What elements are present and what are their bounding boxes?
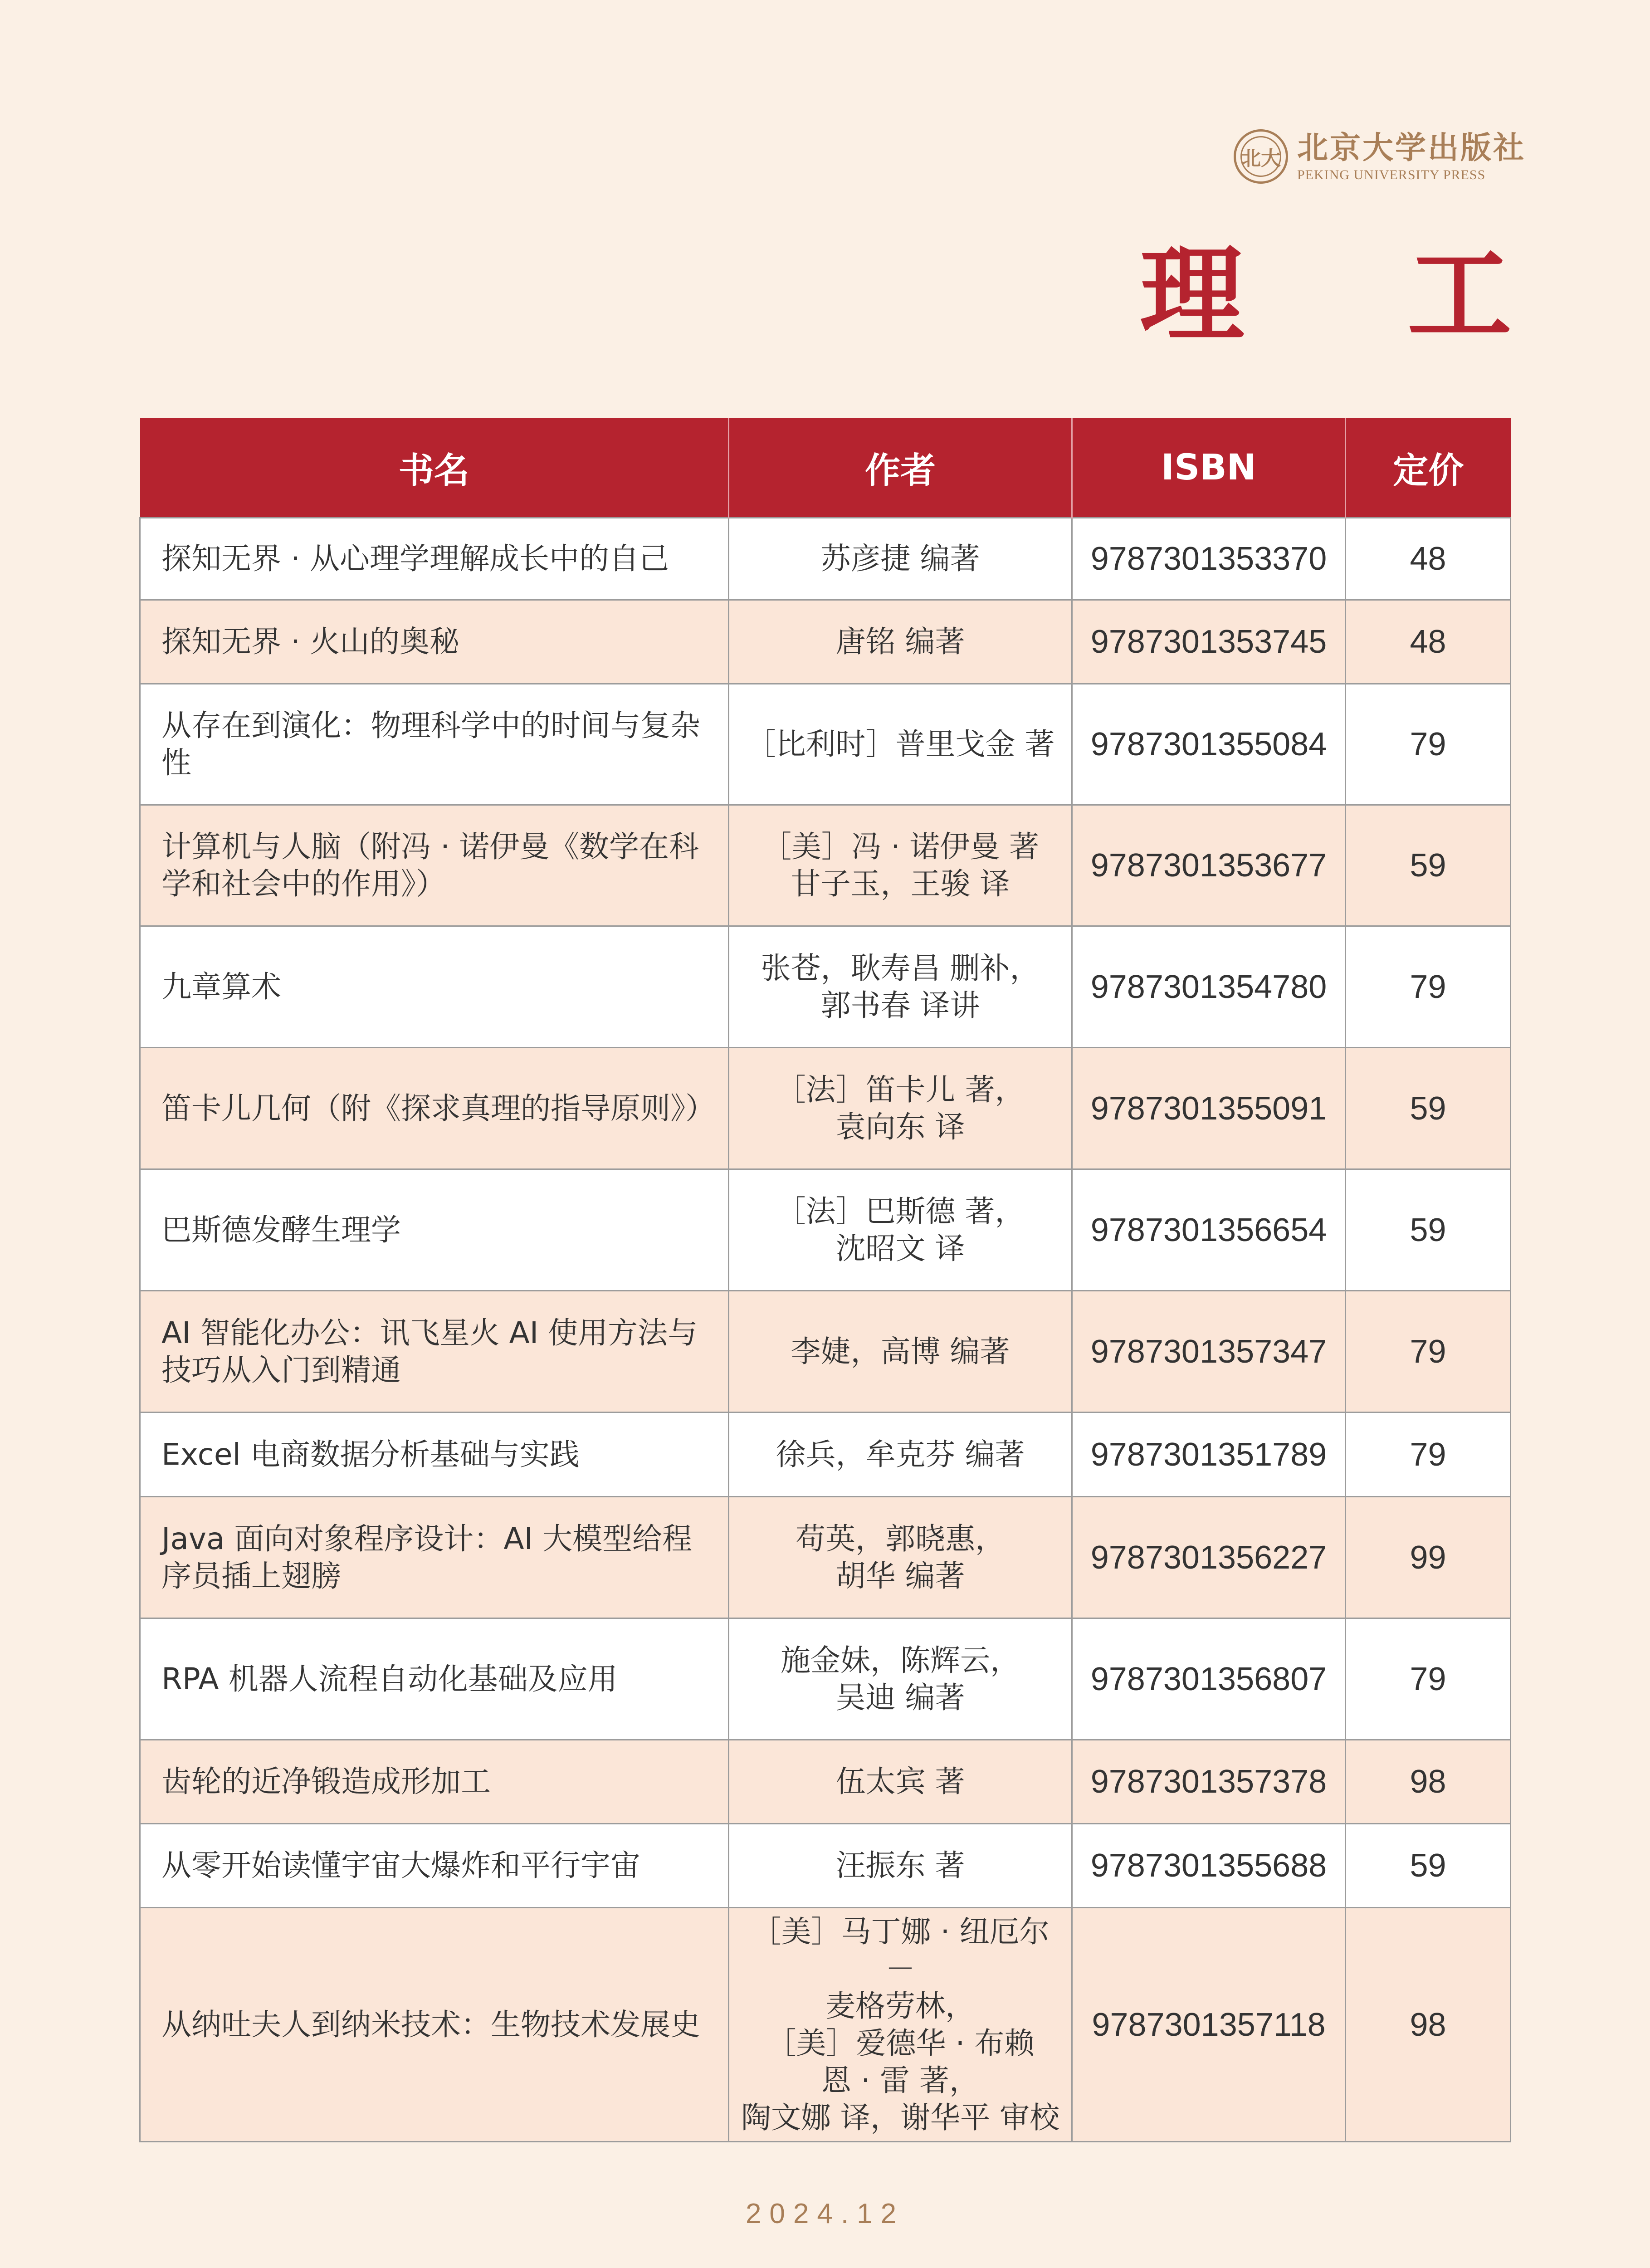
book-price: 79 (1346, 926, 1511, 1048)
table-row (140, 1824, 1511, 1908)
book-author: 汪振东 著 (729, 1824, 1072, 1908)
page-title: 理 工 (1139, 234, 1575, 356)
book-isbn: 9787301356807 (1072, 1618, 1346, 1740)
book-title: AI 智能化办公：讯飞星火 AI 使用方法与技巧从入门到精通 (140, 1291, 729, 1413)
book-price: 79 (1346, 1618, 1511, 1740)
table-header-row (140, 418, 1511, 518)
book-author: ［美］马丁娜 · 纽厄尔－ 麦格劳林， ［美］爱德华 · 布赖 恩 · 雷 著， 陶文娜 译，谢华平 审校 (729, 1908, 1072, 2142)
book-price: 99 (1346, 1497, 1511, 1618)
book-title: 探知无界 · 火山的奥秘 (140, 600, 729, 684)
book-author: ［法］笛卡儿 著， 袁向东 译 (729, 1048, 1072, 1169)
table-row (140, 1740, 1511, 1824)
book-author: 徐兵，牟克芬 编著 (729, 1413, 1072, 1497)
book-price: 79 (1346, 684, 1511, 805)
table-row (140, 600, 1511, 684)
footer-date: 2024.12 (745, 2198, 905, 2229)
book-title: 巴斯德发酵生理学 (140, 1169, 729, 1291)
publisher-logo (1234, 129, 1526, 184)
university-seal-icon (1234, 129, 1288, 184)
header-price: 定价 (1346, 418, 1511, 518)
book-price: 59 (1346, 1048, 1511, 1169)
header-isbn: ISBN (1072, 418, 1346, 518)
header-title: 书名 (140, 418, 729, 518)
seal-glyph: 北大 (1241, 147, 1281, 170)
book-isbn: 9787301355688 (1072, 1824, 1346, 1908)
table-row (140, 1908, 1511, 2142)
book-price: 59 (1346, 1169, 1511, 1291)
book-title: 从零开始读懂宇宙大爆炸和平行宇宙 (140, 1824, 729, 1908)
book-title: 笛卡儿几何（附《探求真理的指导原则》） (140, 1048, 729, 1169)
book-author: 张苍，耿寿昌 删补， 郭书春 译讲 (729, 926, 1072, 1048)
book-author: 唐铭 编著 (729, 600, 1072, 684)
book-price: 59 (1346, 1824, 1511, 1908)
book-price: 79 (1346, 1413, 1511, 1497)
book-title: 计算机与人脑（附冯 · 诺伊曼《数学在科学和社会中的作用》） (140, 805, 729, 926)
book-isbn: 9787301356227 (1072, 1497, 1346, 1618)
book-title: Excel 电商数据分析基础与实践 (140, 1413, 729, 1497)
book-isbn: 9787301356654 (1072, 1169, 1346, 1291)
book-price: 98 (1346, 1740, 1511, 1824)
book-title: 九章算术 (140, 926, 729, 1048)
book-author: ［比利时］普里戈金 著 (729, 684, 1072, 805)
table-row (140, 1048, 1511, 1169)
publisher-name-en: PEKING UNIVERSITY PRESS (1297, 167, 1486, 182)
book-isbn: 9787301353370 (1072, 518, 1346, 600)
book-isbn: 9787301353677 (1072, 805, 1346, 926)
book-price: 48 (1346, 600, 1511, 684)
book-author: 李婕，高博 编著 (729, 1291, 1072, 1413)
table-row (140, 1497, 1511, 1618)
book-isbn: 9787301357378 (1072, 1740, 1346, 1824)
book-title: 齿轮的近净锻造成形加工 (140, 1740, 729, 1824)
book-isbn: 9787301351789 (1072, 1413, 1346, 1497)
book-author: 施金妹，陈辉云， 吴迪 编著 (729, 1618, 1072, 1740)
table-row (140, 805, 1511, 926)
book-table (139, 418, 1511, 2142)
table-row (140, 518, 1511, 600)
book-title: RPA 机器人流程自动化基础及应用 (140, 1618, 729, 1740)
book-isbn: 9787301357118 (1072, 1908, 1346, 2142)
book-isbn: 9787301355091 (1072, 1048, 1346, 1169)
book-title: 从纳吐夫人到纳米技术：生物技术发展史 (140, 1908, 729, 2142)
table-row (140, 1618, 1511, 1740)
book-title: Java 面向对象程序设计：AI 大模型给程序员插上翅膀 (140, 1497, 729, 1618)
book-isbn: 9787301357347 (1072, 1291, 1346, 1413)
book-author: ［美］冯 · 诺伊曼 著 甘子玉，王骏 译 (729, 805, 1072, 926)
book-price: 59 (1346, 805, 1511, 926)
book-author: 苟英，郭晓惠， 胡华 编著 (729, 1497, 1072, 1618)
table-row (140, 1169, 1511, 1291)
book-price: 48 (1346, 518, 1511, 600)
table-row (140, 1413, 1511, 1497)
publisher-name (1297, 130, 1526, 183)
table-row (140, 1291, 1511, 1413)
table-row (140, 684, 1511, 805)
book-title: 探知无界 · 从心理学理解成长中的自己 (140, 518, 729, 600)
book-author: 伍太宾 著 (729, 1740, 1072, 1824)
book-isbn: 9787301355084 (1072, 684, 1346, 805)
book-isbn: 9787301353745 (1072, 600, 1346, 684)
header-author: 作者 (729, 418, 1072, 518)
publisher-name-cn: 北京大学出版社 (1297, 130, 1526, 166)
book-title: 从存在到演化：物理科学中的时间与复杂性 (140, 684, 729, 805)
book-price: 79 (1346, 1291, 1511, 1413)
book-author: ［法］巴斯德 著， 沈昭文 译 (729, 1169, 1072, 1291)
book-price: 98 (1346, 1908, 1511, 2142)
book-isbn: 9787301354780 (1072, 926, 1346, 1048)
book-author: 苏彦捷 编著 (729, 518, 1072, 600)
table-row (140, 926, 1511, 1048)
